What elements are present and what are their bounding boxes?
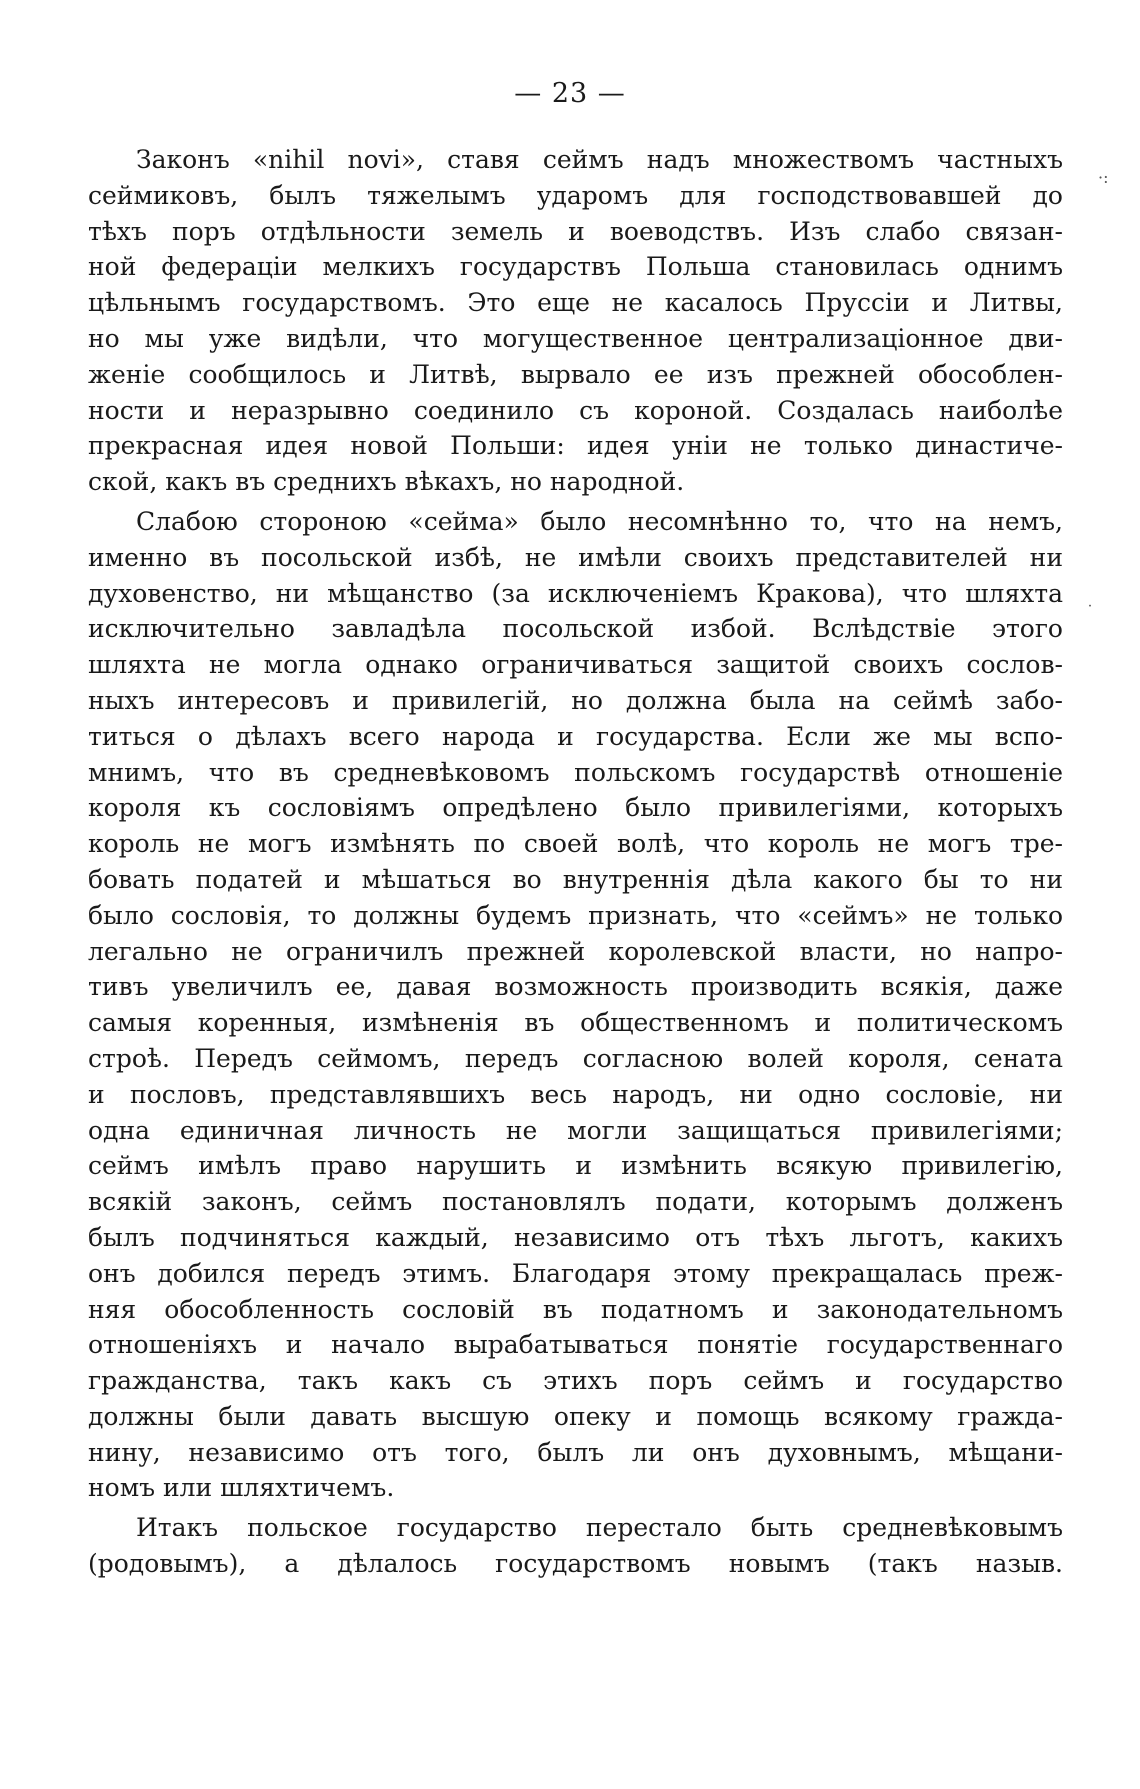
text-line: сеймиковъ, былъ тяжелымъ ударомъ для господствовавшей до <box>88 180 1063 210</box>
text-line: Итакъ польское государство перестало быть средневѣковымъ <box>136 1513 1063 1543</box>
text-line: былъ подчиняться каждый, независимо отъ тѣхъ льготъ, какихъ <box>88 1222 1063 1252</box>
text-line: бовать податей и мѣшаться во внутреннія дѣла какого бы то ни <box>88 864 1063 894</box>
text-line: ности и неразрывно соединило съ короной. Создалась наиболѣе <box>88 395 1063 425</box>
text-line: и пословъ, представлявшихъ весь народъ, ни одно сословіе, ни <box>88 1079 1063 1109</box>
text-line: отношеніяхъ и начало вырабатываться понятіе государственнаго <box>88 1330 1063 1360</box>
text-line: Законъ «nihil novi», ставя сеймъ надъ множествомъ частныхъ <box>136 145 1063 174</box>
text-line: Слабою стороною «сейма» было несомнѣнно то, что на немъ, <box>136 506 1063 536</box>
text-line: одна единичная личность не могли защищаться привилегіями; <box>88 1115 1063 1145</box>
text-line: короля къ сословіямъ опредѣлено было привилегіями, которыхъ <box>88 793 1063 823</box>
text-line: гражданства, такъ какъ съ этихъ поръ сеймъ и государство <box>88 1366 1063 1396</box>
text-line: духовенство, ни мѣщанство (за исключеніемъ Кракова), что шляхта <box>88 578 1063 608</box>
text-line: самыя коренныя, измѣненія въ общественномъ и политическомъ <box>88 1008 1063 1038</box>
text-line: прекрасная идея новой Польши: идея уніи не только династиче- <box>88 431 1063 461</box>
text-line: нину, независимо отъ того, былъ ли онъ духовнымъ, мѣщани- <box>88 1437 1063 1467</box>
main-text <box>88 142 1063 1582</box>
text-line: титься о дѣлахъ всего народа и государства. Если же мы вспо- <box>88 721 1063 751</box>
text-line: король не могъ измѣнять по своей волѣ, что король не могъ тре- <box>88 829 1063 859</box>
text-line: тѣхъ поръ отдѣльности земель и воеводствъ. Изъ слабо связан- <box>88 216 1063 246</box>
text-line: ныхъ интересовъ и привилегій, но должна была на сеймѣ забо- <box>88 685 1063 715</box>
margin-mark-middle: ˙ <box>1086 602 1094 621</box>
text-line: цѣльнымъ государствомъ. Это еще не касалось Пруссіи и Литвы, <box>88 288 1063 318</box>
text-line: исключительно завладѣла посольской избой. Вслѣдствіе этого <box>88 614 1063 644</box>
text-line: онъ добился передъ этимъ. Благодаря этому прекращалась преж- <box>88 1258 1063 1288</box>
text-line: должны были давать высшую опеку и помощь всякому гражда- <box>88 1401 1063 1431</box>
text-line: номъ или шляхтичемъ. <box>88 1473 395 1503</box>
text-line: мнимъ, что въ средневѣковомъ польскомъ государствѣ отношеніе <box>88 757 1063 787</box>
paragraph-2 <box>88 504 1063 1506</box>
text-line: именно въ посольской избѣ, не имѣли своихъ представителей ни <box>88 542 1063 572</box>
text-line: ной федераціи мелкихъ государствъ Польша становилась однимъ <box>88 252 1063 282</box>
page-number: — 23 — <box>514 78 626 109</box>
text-line: сеймъ имѣлъ право нарушить и измѣнить всякую привилегію, <box>88 1151 1063 1181</box>
text-line: ской, какъ въ среднихъ вѣкахъ, но народной. <box>88 467 685 497</box>
text-line: (родовымъ), а дѣлалось государствомъ новымъ (такъ назыв. <box>88 1549 1063 1579</box>
text-line: шляхта не могла однако ограничиваться защитой своихъ сослов- <box>88 650 1063 680</box>
margin-mark-top: ·: <box>1098 168 1109 187</box>
text-line: женіе сообщилось и Литвѣ, вырвало ее изъ прежней обособлен- <box>88 359 1063 389</box>
text-line: легально не ограничилъ прежней королевской власти, но напро- <box>88 936 1063 966</box>
text-line: но мы уже видѣли, что могущественное централизаціонное дви- <box>88 323 1063 353</box>
text-line: было сословія, то должны будемъ признать, что «сеймъ» не только <box>88 900 1063 930</box>
paragraph-1 <box>88 142 1063 500</box>
text-line: всякій законъ, сеймъ постановлялъ подати, которымъ долженъ <box>88 1187 1063 1217</box>
text-line: строѣ. Передъ сеймомъ, передъ согласною волей короля, сената <box>88 1043 1063 1073</box>
paragraph-3 <box>88 1510 1063 1582</box>
text-line: няя обособленность сословій въ податномъ и законодательномъ <box>88 1294 1063 1324</box>
text-line: тивъ увеличилъ ее, давая возможность производить всякія, даже <box>88 972 1063 1002</box>
